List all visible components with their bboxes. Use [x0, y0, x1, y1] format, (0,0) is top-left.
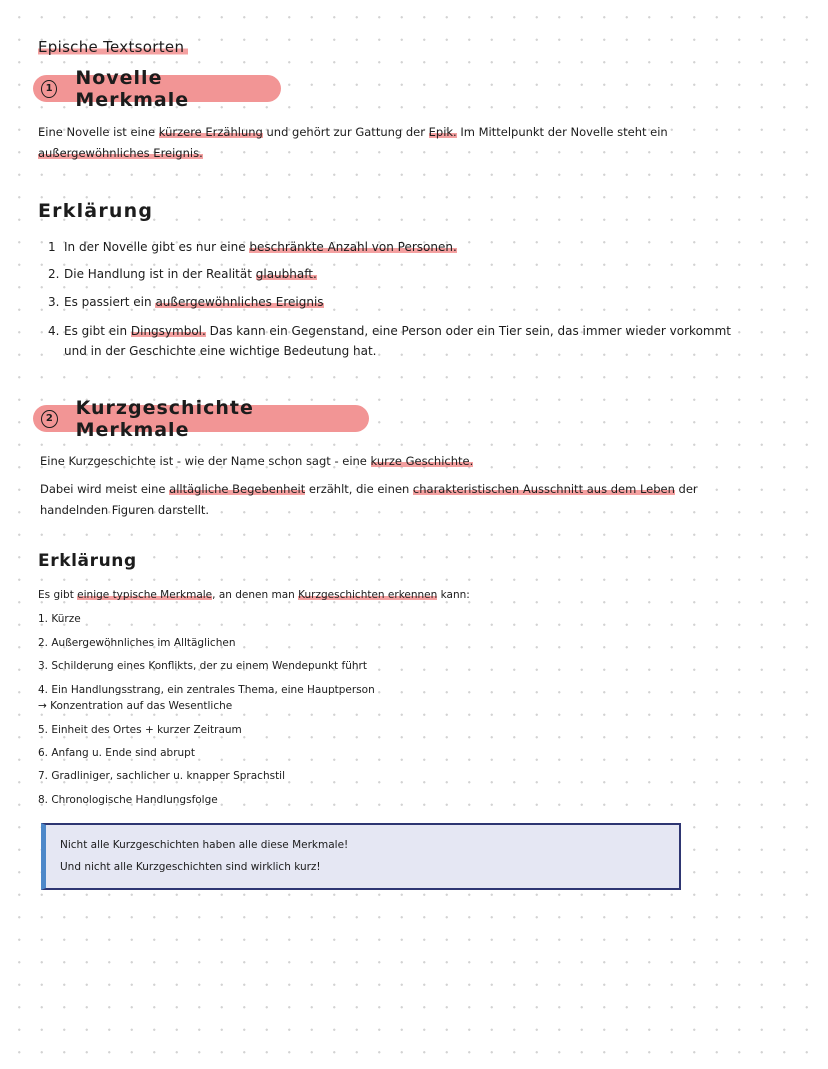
- list-item-continuation: und in der Geschichte eine wichtige Bedeutung hat.: [64, 344, 377, 358]
- section-header-novelle: [33, 66, 281, 111]
- list-item: 6. Anfang u. Ende sind abrupt: [38, 747, 195, 759]
- highlight: Dingsymbol.: [130, 324, 206, 338]
- text: Im Mittelpunkt der Novelle steht ein: [456, 125, 668, 139]
- highlight: einige typische Merkmale: [77, 589, 213, 601]
- highlight: charakteristischen Ausschnitt aus dem Leben: [412, 482, 675, 496]
- text: Dabei wird meist eine: [40, 482, 170, 496]
- list-item: [48, 295, 324, 309]
- list-item: 7. Gradliniger, sachlicher u. knapper Sprachstil: [38, 770, 286, 782]
- text: Es gibt: [38, 589, 78, 601]
- text: Die Handlung ist in der Realität: [64, 267, 256, 281]
- highlight: Epik.: [428, 125, 457, 139]
- list-item: 1. Kürze: [38, 613, 81, 625]
- list-item: → Konzentration auf das Wesentliche: [38, 700, 233, 712]
- erklaerung-heading-2: Erklärung: [38, 551, 137, 571]
- section-number-badge: 1: [41, 80, 57, 98]
- section-title: Novelle Merkmale: [75, 66, 190, 111]
- text: Es passiert ein: [64, 295, 156, 309]
- item-number: 3.: [48, 295, 60, 309]
- text: und gehört zur Gattung der: [262, 125, 429, 139]
- page-title: Epische Textsorten: [38, 38, 188, 56]
- list-lead: [38, 589, 470, 601]
- text: kann:: [437, 589, 470, 601]
- item-number: 1: [48, 240, 56, 254]
- list-item: 8. Chronologische Handlungsfolge: [38, 794, 218, 806]
- text: handelnden Figuren darstellt.: [40, 503, 210, 517]
- highlight: außergewöhnliches Ereignis: [155, 295, 324, 309]
- highlight: kürzere Erzählung: [158, 125, 263, 139]
- note-line: Nicht alle Kurzgeschichten haben alle diese Merkmale!: [60, 839, 349, 851]
- highlight: kurze Geschichte.: [370, 454, 474, 468]
- highlight: glaubhaft.: [255, 267, 317, 281]
- text: der: [674, 482, 698, 496]
- list-item: [48, 267, 317, 281]
- text: Das kann ein Gegenstand, eine Person oder ein Tier sein, das immer wieder vorkommt: [205, 324, 732, 338]
- list-item: 2. Außergewöhnliches im Alltäglichen: [38, 637, 236, 649]
- highlight: beschränkte Anzahl von Personen.: [249, 240, 457, 254]
- section-header-kurzgeschichte: [33, 396, 369, 441]
- highlight: Kurzgeschichten erkennen: [298, 589, 438, 601]
- item-number: 4.: [48, 324, 60, 338]
- list-item: [48, 324, 731, 338]
- kurzgeschichte-intro-1: [40, 451, 800, 472]
- text: Eine Novelle ist eine: [38, 125, 159, 139]
- section-number-badge: 2: [41, 410, 58, 428]
- text: Eine Kurzgeschichte ist - wie der Name schon sagt - eine: [40, 454, 371, 468]
- erklaerung-heading-1: Erklärung: [38, 200, 154, 222]
- list-item: 3. Schilderung eines Konflikts, der zu einem Wendepunkt führt: [38, 660, 367, 672]
- novelle-intro: [38, 122, 778, 164]
- highlight: alltägliche Begebenheit: [169, 482, 306, 496]
- text: , an denen man: [212, 589, 299, 601]
- list-item: [48, 240, 457, 254]
- list-item: 5. Einheit des Ortes + kurzer Zeitraum: [38, 724, 242, 736]
- section-title: Kurzgeschichte Merkmale: [75, 396, 254, 441]
- note-callout-box: [41, 823, 681, 890]
- text: In der Novelle gibt es nur eine: [64, 240, 250, 254]
- note-line: Und nicht alle Kurzgeschichten sind wirklich kurz!: [60, 861, 321, 873]
- item-number: 2.: [48, 267, 60, 281]
- text: Es gibt ein: [64, 324, 131, 338]
- list-item: 4. Ein Handlungsstrang, ein zentrales Thema, eine Hauptperson: [38, 684, 375, 696]
- text: erzählt, die einen: [305, 482, 413, 496]
- kurzgeschichte-intro-2: [40, 479, 800, 521]
- highlight: außergewöhnliches Ereignis.: [38, 146, 203, 160]
